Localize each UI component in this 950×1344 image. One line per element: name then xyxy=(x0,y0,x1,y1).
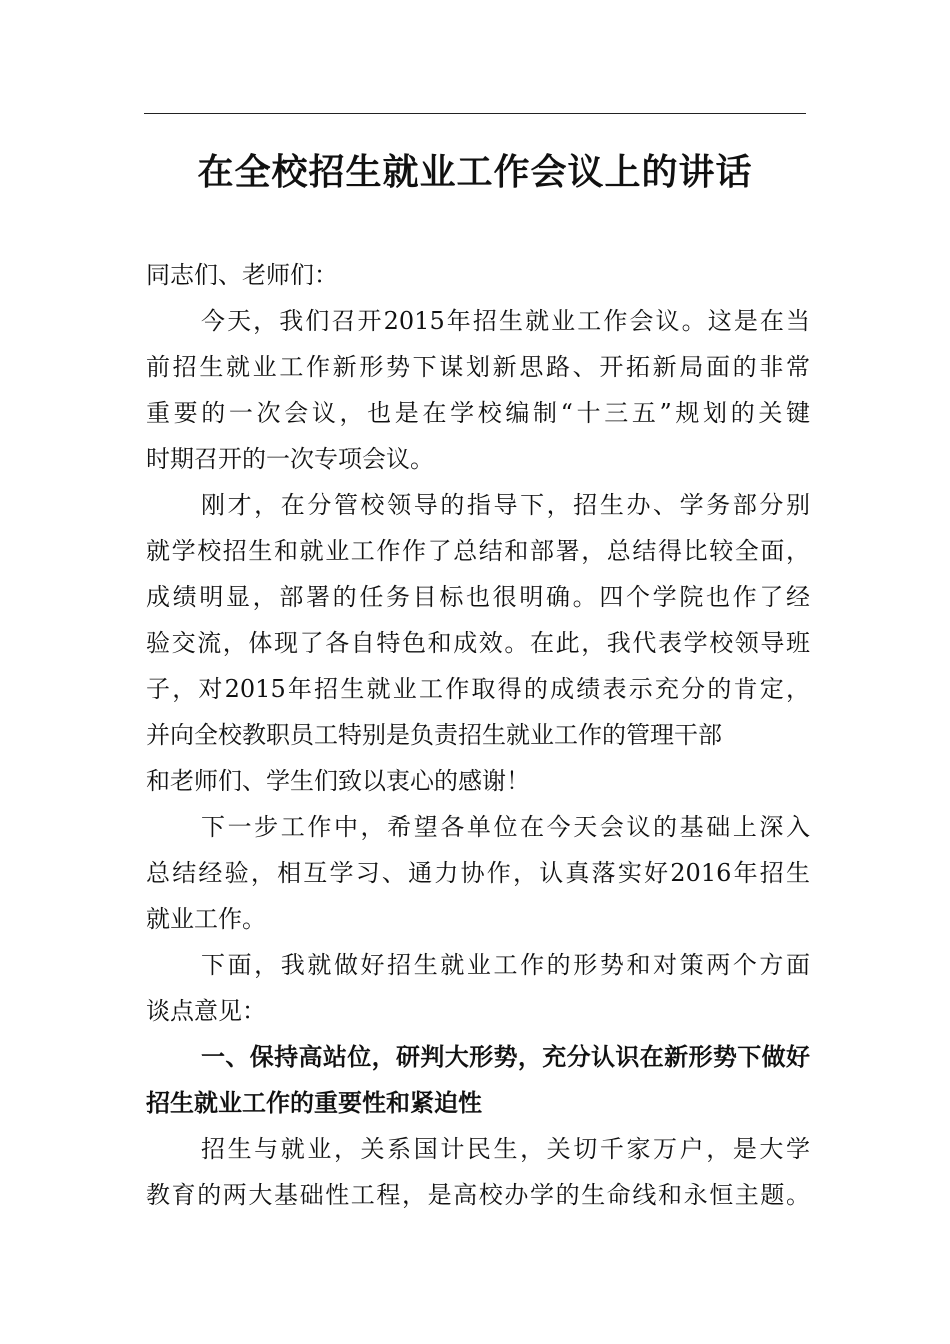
paragraph-line: 和老师们、学生们致以衷心的感谢！ xyxy=(146,767,530,795)
paragraph-line: 重要的一次会议，也是在学校编制“十三五”规划的关键 xyxy=(146,399,810,427)
paragraph-line: 成绩明显，部署的任务目标也很明确。四个学院也作了经 xyxy=(146,583,810,611)
paragraph-line: 下一步工作中，希望各单位在今天会议的基础上深入 xyxy=(201,813,810,841)
paragraph-line: 招生与就业，关系国计民生，关切千家万户，是大学 xyxy=(201,1135,810,1163)
paragraph-line: 子，对2015年招生就业工作取得的成绩表示充分的肯定， xyxy=(146,675,810,703)
header-rule xyxy=(144,113,806,114)
paragraph-line: 谈点意见： xyxy=(146,997,266,1025)
section-heading-line: 招生就业工作的重要性和紧迫性 xyxy=(146,1089,482,1117)
paragraph-line: 总结经验，相互学习、通力协作，认真落实好2016年招生 xyxy=(146,859,810,887)
document-title: 在全校招生就业工作会议上的讲话 xyxy=(197,152,753,193)
paragraph-line: 下面，我就做好招生就业工作的形势和对策两个方面 xyxy=(201,951,810,979)
paragraph-line: 并向全校教职员工特别是负责招生就业工作的管理干部 xyxy=(146,721,722,749)
paragraph-line: 同志们、老师们： xyxy=(146,261,338,289)
document-body xyxy=(146,252,810,1218)
paragraph-line: 今天，我们召开2015年招生就业工作会议。这是在当 xyxy=(201,307,810,335)
paragraph-line: 验交流，体现了各自特色和成效。在此，我代表学校领导班 xyxy=(146,629,810,657)
section-heading-line: 一、保持高站位，研判大形势，充分认识在新形势下做好 xyxy=(201,1043,810,1071)
paragraph-line: 就学校招生和就业工作作了总结和部署，总结得比较全面， xyxy=(146,537,810,565)
paragraph-line: 时期召开的一次专项会议。 xyxy=(146,445,434,473)
paragraph-line: 就业工作。 xyxy=(146,905,266,933)
paragraph-line: 教育的两大基础性工程，是高校办学的生命线和永恒主题。 xyxy=(146,1181,810,1209)
paragraph-line: 前招生就业工作新形势下谋划新思路、开拓新局面的非常 xyxy=(146,353,810,381)
paragraph-line: 刚才，在分管校领导的指导下，招生办、学务部分别 xyxy=(201,491,810,519)
